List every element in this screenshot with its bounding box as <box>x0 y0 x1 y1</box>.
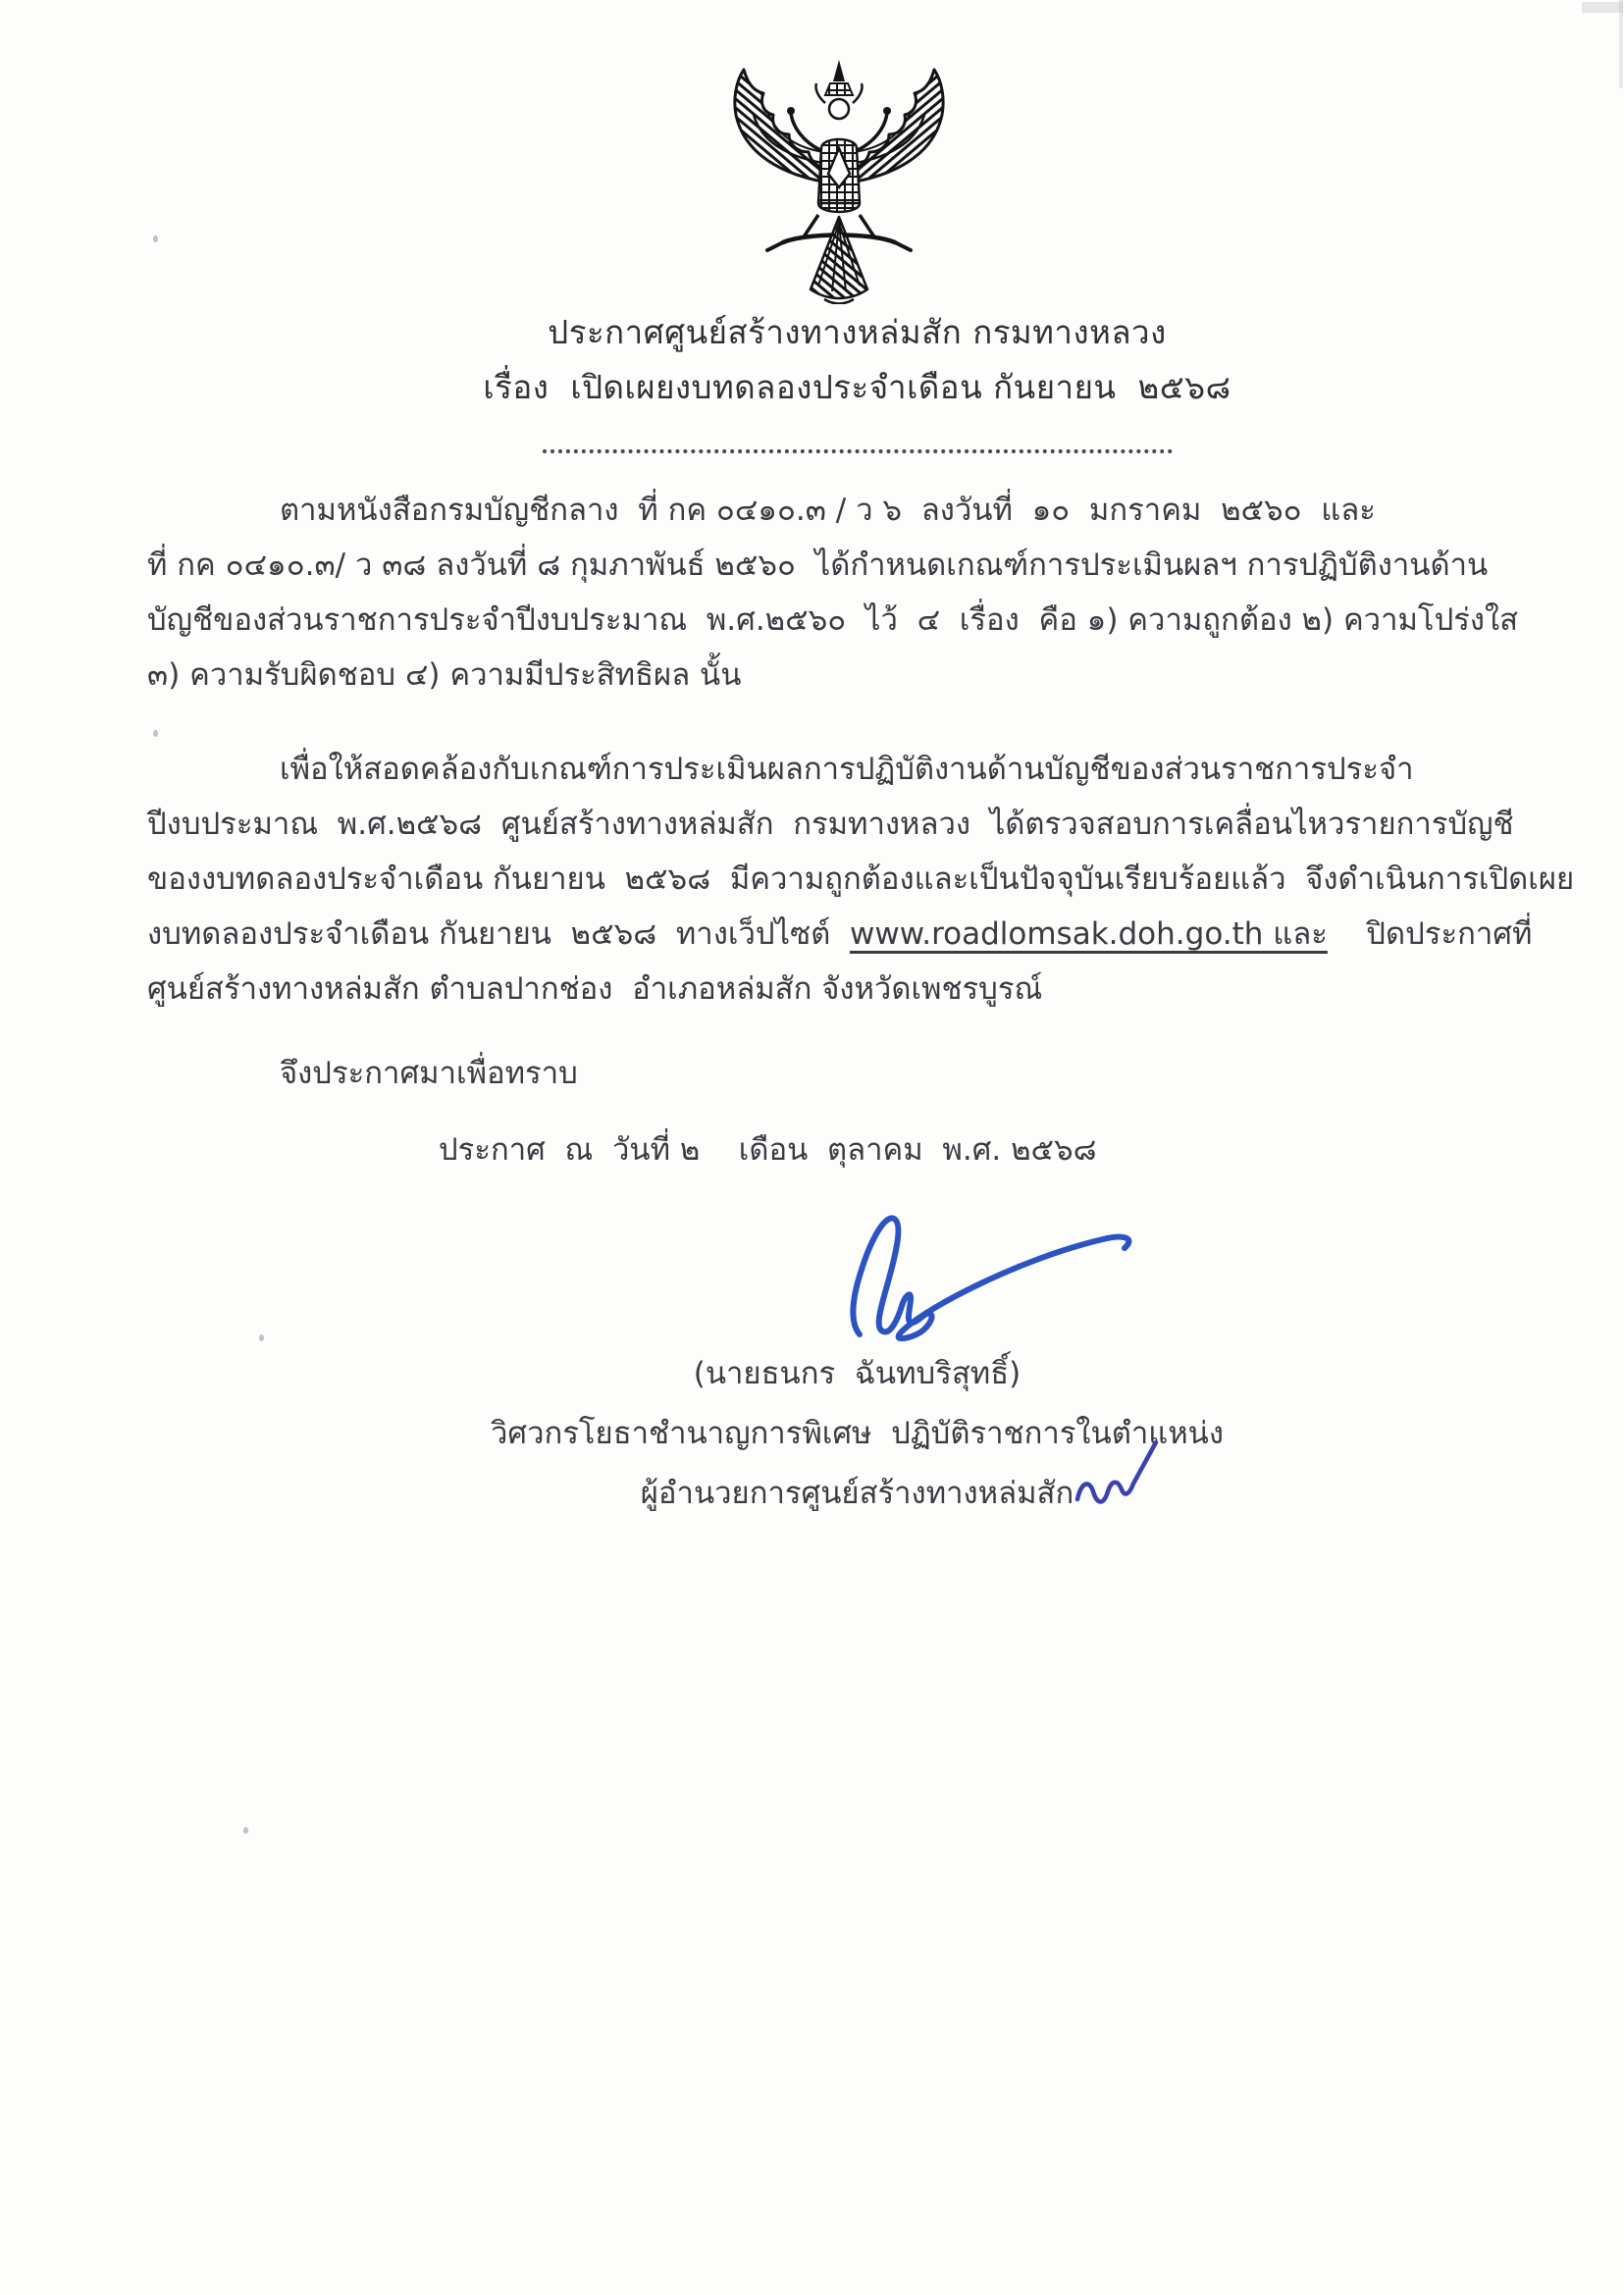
scan-speck <box>153 235 158 242</box>
paragraph1-line: ตามหนังสือกรมบัญชีกลาง ที่ กค ๐๔๑๐.๓ / ว ๖ ลงวันที่ ๑๐ มกราคม ๒๕๖๐ และ <box>280 493 1376 528</box>
scan-edge-artifact <box>1619 0 1623 88</box>
scan-speck <box>243 1827 248 1834</box>
website-line-post: ปิดประกาศที่ <box>1327 916 1533 952</box>
closing-line: จึงประกาศมาเพื่อทราบ <box>280 1056 578 1091</box>
paragraph2-line: ปีงบประมาณ พ.ศ.๒๕๖๘ ศูนย์สร้างทางหล่มสัก กรมทางหลวง ได้ตรวจสอบการเคลื่อนไหวรายการบัญชี <box>147 807 1514 842</box>
paragraph1-line: บัญชีของส่วนราชการประจำปีงบประมาณ พ.ศ.๒๕๖๐ ไว้ ๔ เรื่อง คือ ๑) ความถูกต้อง ๒) ความโปร่งใส <box>147 602 1519 638</box>
check-squiggle-icon <box>1072 1436 1162 1513</box>
website-link[interactable]: www.roadlomsak.doh.go.th และ <box>850 916 1328 952</box>
scan-edge-artifact <box>1582 2 1623 13</box>
subject-line: เรื่อง เปิดเผยงบทดลองประจำเดือน กันยายน ๒๕๖๘ <box>483 368 1231 406</box>
garuda-emblem-icon <box>710 57 968 304</box>
scan-speck <box>153 730 158 737</box>
paragraph1-line: ๓) ความรับผิดชอบ ๔) ความมีประสิทธิผล นั้น <box>147 657 742 693</box>
document-body <box>147 483 1575 1177</box>
announcement-date-line: ประกาศ ณ วันที่ ๒ เดือน ตุลาคม พ.ศ. ๒๕๖๘ <box>439 1132 1097 1168</box>
handwritten-signature-icon <box>830 1209 1166 1344</box>
document-header <box>90 312 1624 408</box>
website-line-pre: งบทดลองประจำเดือน กันยายน ๒๕๖๘ ทางเว็ปไซต์ <box>147 916 850 952</box>
signer-position: วิศวกรโยธาชำนาญการพิเศษ ปฏิบัติราชการในตำแหน่ง <box>490 1416 1225 1451</box>
scan-speck <box>259 1334 264 1341</box>
dotted-divider <box>543 449 1173 453</box>
paragraph2-line: เพื่อให้สอดคล้องกับเกณฑ์การประเมินผลการปฏิบัติงานด้านบัญชีของส่วนราชการประจำ <box>280 752 1414 787</box>
paragraph2-line: ศูนย์สร้างทางหล่มสัก ตำบลปากช่อง อำเภอหล่มสัก จังหวัดเพชรบูรณ์ <box>147 971 1043 1007</box>
signer-name: (นายธนกร ฉันทบริสุทธิ์) <box>693 1356 1022 1391</box>
page-title: ประกาศศูนย์สร้างทางหล่มสัก กรมทางหลวง <box>548 313 1167 351</box>
signoff-block <box>90 1344 1624 1524</box>
paragraph2-line <box>147 907 1533 962</box>
paragraph1-line: ที่ กค ๐๔๑๐.๓/ ว ๓๘ ลงวันที่ ๘ กุมภาพันธ์ ๒๕๖๐ ได้กำหนดเกณฑ์การประเมินผลฯ การปฏิบัติงานด้าน <box>147 548 1489 583</box>
signer-title: ผู้อำนวยการศูนย์สร้างทางหล่มสัก <box>640 1476 1074 1511</box>
paragraph2-line: ของงบทดลองประจำเดือน กันยายน ๒๕๖๘ มีความถูกต้องและเป็นปัจจุบันเรียบร้อยแล้ว จึงดำเนินการเปิดเผย <box>147 861 1575 897</box>
